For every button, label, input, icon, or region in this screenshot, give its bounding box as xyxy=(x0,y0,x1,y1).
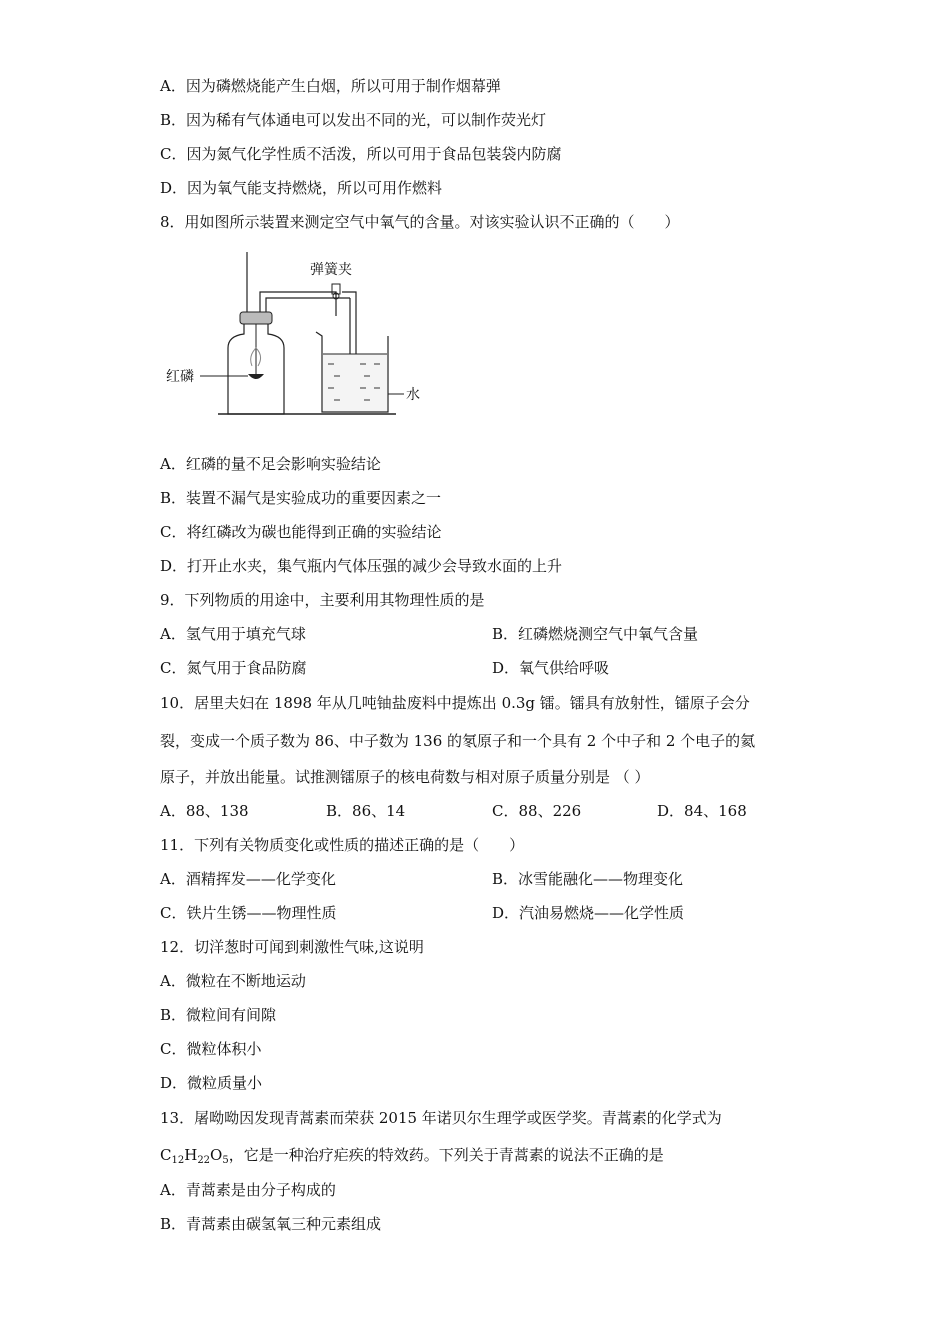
q11-option-b: B．冰雪能融化——物理变化 xyxy=(492,870,684,888)
q10-option-c: C．88、226 xyxy=(492,802,582,820)
q11-stem: 11．下列有关物质变化或性质的描述正确的是（ ） xyxy=(160,836,525,854)
q8-option-c: C．将红磷改为碳也能得到正确的实验结论 xyxy=(160,523,442,541)
q13-line-2-text: ，它是一种治疗疟疾的特效药。下列关于青蒿素的说法不正确的是 xyxy=(228,1146,664,1164)
q8-option-a: A．红磷的量不足会影响实验结论 xyxy=(160,455,381,473)
q12-option-c: C．微粒体积小 xyxy=(160,1040,262,1058)
q8-stem: 8．用如图所示装置来测定空气中氧气的含量。对该实验认识不正确的（ ） xyxy=(160,213,680,231)
q11-option-a: A．酒精挥发——化学变化 xyxy=(160,870,336,888)
q10-line-1: 10．居里夫妇在 1898 年从几吨铀盐废料中提炼出 0.3g 镭。镭具有放射性，镭原子会分 xyxy=(160,694,750,712)
q7-option-b: B．因为稀有气体通电可以发出不同的光，可以制作荧光灯 xyxy=(160,111,547,129)
q7-option-a: A．因为磷燃烧能产生白烟，所以可用于制作烟幕弹 xyxy=(160,77,501,95)
q12-option-b: B．微粒间有间隙 xyxy=(160,1006,277,1024)
q7-option-c: C．因为氮气化学性质不活泼，所以可用于食品包装袋内防腐 xyxy=(160,145,562,163)
formula-oxygen-count: 5 xyxy=(222,1155,229,1166)
q12-option-a: A．微粒在不断地运动 xyxy=(160,972,306,990)
q12-option-d: D．微粒质量小 xyxy=(160,1074,263,1092)
q13-option-b: B．青蒿素由碳氢氧三种元素组成 xyxy=(160,1215,382,1233)
q9-stem: 9．下列物质的用途中，主要利用其物理性质的是 xyxy=(160,591,485,609)
formula-carbon-count: 12 xyxy=(171,1155,185,1166)
oxygen-apparatus-figure xyxy=(160,248,450,423)
q8-option-d: D．打开止水夹，集气瓶内气体压强的减少会导致水面的上升 xyxy=(160,557,563,575)
phosphorus-label: 红磷 xyxy=(166,369,194,385)
q7-option-d: D．因为氧气能支持燃烧，所以可用作燃料 xyxy=(160,179,443,197)
q10-option-d: D．84、168 xyxy=(657,802,747,820)
q9-option-c: C．氮气用于食品防腐 xyxy=(160,659,307,677)
q9-option-a: A．氢气用于填充气球 xyxy=(160,625,306,643)
q11-option-d: D．汽油易燃烧——化学性质 xyxy=(492,904,685,922)
q13-option-a: A．青蒿素是由分子构成的 xyxy=(160,1181,336,1199)
q8-option-b: B．装置不漏气是实验成功的重要因素之一 xyxy=(160,489,442,507)
q9-option-d: D．氧气供给呼吸 xyxy=(492,659,610,677)
formula-carbon: C xyxy=(160,1146,172,1164)
q13-line-1: 13．屠呦呦因发现青蒿素而荣获 2015 年诺贝尔生理学或医学奖。青蒿素的化学式为 xyxy=(160,1109,722,1127)
q10-line-3: 原子，并放出能量。试推测镭原子的核电荷数与相对原子质量分别是 （ ） xyxy=(160,768,650,786)
q10-line-2: 裂，变成一个质子数为 86、中子数为 136 的氡原子和一个具有 2 个中子和 2 个电子的氦 xyxy=(160,732,756,750)
formula-oxygen: O xyxy=(210,1146,223,1164)
q13-line-2 xyxy=(160,1145,664,1171)
water-label: 水 xyxy=(406,387,420,403)
q10-option-a: A．88、138 xyxy=(160,802,249,820)
q12-stem: 12．切洋葱时可闻到刺激性气味,这说明 xyxy=(160,938,424,956)
q11-option-c: C．铁片生锈——物理性质 xyxy=(160,904,337,922)
formula-hydrogen-count: 22 xyxy=(197,1155,211,1166)
formula-hydrogen: H xyxy=(184,1146,198,1164)
q9-option-b: B．红磷燃烧测空气中氧气含量 xyxy=(492,625,699,643)
q10-option-b: B．86、14 xyxy=(326,802,406,820)
clamp-label: 弹簧夹 xyxy=(310,262,352,278)
